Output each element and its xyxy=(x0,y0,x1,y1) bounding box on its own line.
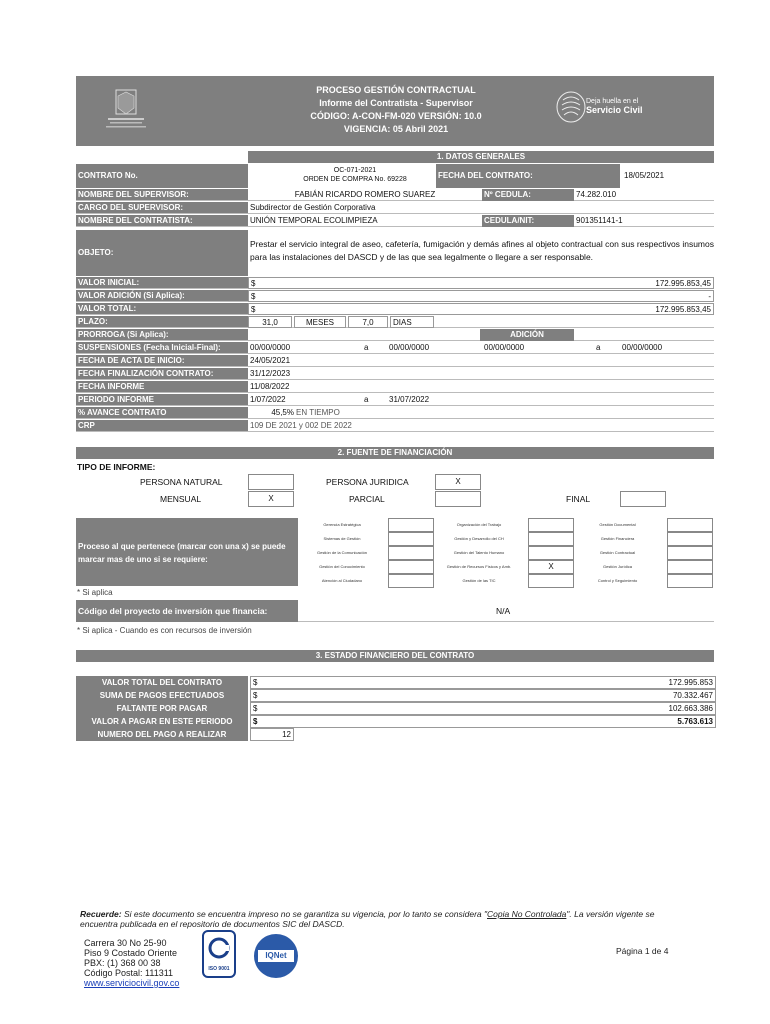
currency-symbol: $ xyxy=(253,691,258,700)
meses-label: MESES xyxy=(294,316,346,328)
valor-total-value: 172.995.853,45 xyxy=(655,305,711,314)
recuerde-tail: ". La versión vigente se encuentra publicada en el repositorio de documentos SIC del DASCD. xyxy=(80,909,655,929)
valor-total-label: VALOR TOTAL: xyxy=(76,303,248,314)
proceso-label-box xyxy=(76,518,298,586)
objeto-value: Prestar el servicio integral de aseo, cafetería, fumigación y demás afines al objeto contractual con sus respectivos insumos para las instalaciones del DASCD y de las que sea legalmente o llegare a ser responsable. xyxy=(250,239,714,262)
valor-adicion-currency: $ xyxy=(251,292,256,301)
contrato-label: CONTRATO No. xyxy=(76,164,248,188)
financial-row-value: 102.663.386 xyxy=(668,704,713,713)
process-label: Sistemas de Gestión xyxy=(323,536,361,541)
address-line-2: Piso 9 Costado Oriente xyxy=(84,948,178,958)
cedula-label: Nº CEDULA: xyxy=(482,189,574,201)
fecha-informe-value: 11/08/2022 xyxy=(250,382,290,391)
fecha-contrato-label: FECHA DEL CONTRATO: xyxy=(436,164,620,188)
recuerde-text: Si este documento se encuentra impreso no se garantiza su vigencia, por lo tanto se considera " xyxy=(121,909,487,919)
crp-label: CRP xyxy=(76,420,248,431)
financial-row-label: VALOR A PAGAR EN ESTE PERIODO xyxy=(76,715,248,728)
acta-inicio-label: FECHA DE ACTA DE INICIO: xyxy=(76,355,248,366)
process-checkbox[interactable] xyxy=(388,518,434,532)
process-checkbox[interactable] xyxy=(528,546,574,560)
process-checkbox[interactable] xyxy=(388,532,434,546)
mensual-checkbox[interactable]: X xyxy=(248,491,294,507)
process-label: Atención al Ciudadano xyxy=(321,578,363,583)
cedula-value: 74.282.010 xyxy=(576,190,617,199)
periodo-from: 1/07/2022 xyxy=(250,395,286,404)
persona-natural-checkbox[interactable] xyxy=(248,474,294,490)
parcial-label: PARCIAL xyxy=(349,494,385,504)
numero-pago-row xyxy=(76,728,716,741)
logo-name: Servicio Civil xyxy=(586,105,643,115)
process-label: Gestión y Desarrollo del CH xyxy=(454,536,504,541)
final-label: FINAL xyxy=(566,494,591,504)
process-label: Gestión del Talento Humano xyxy=(453,550,505,555)
numero-pago-value: 12 xyxy=(250,728,294,741)
codigo-proyecto-row xyxy=(76,600,714,622)
bogota-coat-of-arms-logo xyxy=(106,88,146,133)
section-3-title: 3. ESTADO FINANCIERO DEL CONTRATO xyxy=(76,650,714,662)
periodo-informe-label: PERIODO INFORME xyxy=(76,394,248,405)
valor-inicial-value: 172.995.853,45 xyxy=(655,279,711,288)
process-checkbox[interactable] xyxy=(528,574,574,588)
section-2-title: 2. FUENTE DE FINANCIACIÓN xyxy=(76,447,714,459)
proceso-label: Proceso al que pertenece (marcar con una x) se puede marcar mas de uno si se requiere: xyxy=(78,542,286,564)
plazo-meses-value: 31,0 xyxy=(248,316,292,328)
persona-natural-label: PERSONA NATURAL xyxy=(140,477,223,487)
persona-juridica-checkbox[interactable]: X xyxy=(435,474,481,490)
parcial-checkbox[interactable] xyxy=(435,491,481,507)
header-code: CÓDIGO: A-CON-FM-020 VERSIÓN: 10.0 xyxy=(310,111,482,121)
currency-symbol: $ xyxy=(253,704,258,713)
contratista-value: UNIÓN TEMPORAL ECOLIMPIEZA xyxy=(250,216,378,225)
plazo-dias-value: 7,0 xyxy=(348,316,388,328)
logo-tagline: Deja huella en el xyxy=(586,98,639,105)
financial-row-value-box xyxy=(250,676,716,689)
codigo-proyecto-value: N/A xyxy=(496,606,511,616)
persona-juridica-label: PERSONA JURIDICA xyxy=(326,477,409,487)
financial-row xyxy=(76,676,716,689)
adicion-a: a xyxy=(596,343,601,352)
copia-no-controlada: Copia No Controlada xyxy=(487,909,567,919)
valor-adicion-label: VALOR ADICIÓN (Si Aplica): xyxy=(76,290,248,301)
si-aplica-note: * Si aplica xyxy=(77,588,113,597)
suspension-from: 00/00/0000 xyxy=(250,343,291,352)
adicion-from: 00/00/0000 xyxy=(484,343,525,352)
financial-row-value-box xyxy=(250,715,716,728)
iso-certification-logo xyxy=(196,930,242,990)
process-label: Gerencia Estratégica xyxy=(323,522,361,527)
process-label: Control y Seguimiento xyxy=(597,578,638,583)
iqnet-label: IQNet xyxy=(258,950,294,962)
financial-row-value: 172.995.853 xyxy=(668,678,713,687)
process-label: Gestión de la Comunicación xyxy=(316,550,368,555)
finalizacion-label: FECHA FINALIZACIÓN CONTRATO: xyxy=(76,368,248,379)
recuerde-note xyxy=(80,909,692,929)
currency-symbol: $ xyxy=(253,717,258,726)
periodo-a: a xyxy=(364,395,369,404)
suspension-a: a xyxy=(364,343,369,352)
adicion-header: ADICIÓN xyxy=(480,329,574,341)
valor-inicial-label: VALOR INICIAL: xyxy=(76,277,248,288)
process-label: Gestión de Recursos Físicos y Amb. xyxy=(446,564,512,569)
fecha-contrato-value: 18/05/2021 xyxy=(624,171,665,180)
header-process-title: PROCESO GESTIÓN CONTRACTUAL xyxy=(316,85,476,95)
process-checkbox[interactable] xyxy=(388,560,434,574)
process-label: Gestión Contractual xyxy=(599,550,636,555)
suspension-to: 00/00/0000 xyxy=(389,343,430,352)
avance-status: EN TIEMPO xyxy=(296,408,340,417)
currency-symbol: $ xyxy=(253,678,258,687)
servicio-civil-logo xyxy=(554,90,654,124)
periodo-to: 31/07/2022 xyxy=(389,395,430,404)
objeto-label: OBJETO: xyxy=(76,230,248,276)
financial-row-label: VALOR TOTAL DEL CONTRATO xyxy=(76,676,248,689)
finalizacion-value: 31/12/2023 xyxy=(250,369,291,378)
mensual-label: MENSUAL xyxy=(160,494,202,504)
avance-label: % AVANCE CONTRATO xyxy=(76,407,248,418)
website-link[interactable]: www.serviciocivil.gov.co xyxy=(84,978,180,988)
nit-label: CEDULA/NIT: xyxy=(482,215,574,227)
process-label: Gestión Documental xyxy=(599,522,636,527)
nit-value: 901351141-1 xyxy=(576,216,623,225)
codigo-proyecto-label: Código del proyecto de inversión que financia: xyxy=(76,600,298,622)
orden-compra-number: ORDEN DE COMPRA No. 69228 xyxy=(303,176,407,183)
process-checkbox[interactable]: X xyxy=(528,560,574,574)
process-checkbox[interactable] xyxy=(667,532,713,546)
valor-adicion-value: - xyxy=(708,292,711,301)
financial-row xyxy=(76,702,716,715)
financial-row-value-box xyxy=(250,702,716,715)
adicion-to: 00/00/0000 xyxy=(622,343,663,352)
process-checkbox[interactable] xyxy=(667,546,713,560)
process-checkbox[interactable] xyxy=(667,574,713,588)
si-aplica-inversion-note: * Si aplica - Cuando es con recursos de inversión xyxy=(77,626,252,635)
valor-total-currency: $ xyxy=(251,305,256,314)
dias-label: DIAS xyxy=(390,316,434,328)
process-checkbox[interactable] xyxy=(667,560,713,574)
process-label: Gestión del Conocimiento xyxy=(319,564,365,569)
suspensiones-label: SUSPENSIONES (Fecha Inicial-Final): xyxy=(76,342,248,353)
process-label: Gestión Financiera xyxy=(600,536,635,541)
financial-row-value: 70.332.467 xyxy=(672,691,713,700)
acta-inicio-value: 24/05/2021 xyxy=(250,356,291,365)
contratista-label: NOMBRE DEL CONTRATISTA: xyxy=(76,215,248,226)
process-checkbox[interactable] xyxy=(388,546,434,560)
numero-pago-label: NUMERO DEL PAGO A REALIZAR xyxy=(76,728,248,741)
iqnet-certification-logo xyxy=(252,934,300,990)
cargo-value: Subdirector de Gestión Corporativa xyxy=(250,203,376,212)
avance-value: 45,5% xyxy=(271,408,294,417)
process-label: Gestión Jurídica xyxy=(603,564,632,569)
financial-row-label: SUMA DE PAGOS EFECTUADOS xyxy=(76,689,248,702)
process-checkbox[interactable] xyxy=(528,518,574,532)
process-label: Gestión de las TIC xyxy=(462,578,496,583)
financial-row-label: FALTANTE POR PAGAR xyxy=(76,702,248,715)
final-checkbox[interactable] xyxy=(620,491,666,507)
prorroga-label: PRORROGA (Si Aplica): xyxy=(76,329,248,340)
process-checkbox[interactable] xyxy=(667,518,713,532)
process-checkbox[interactable] xyxy=(388,574,434,588)
process-label: Organización del Trabajo xyxy=(456,522,502,527)
process-checkbox[interactable] xyxy=(528,532,574,546)
plazo-label: PLAZO: xyxy=(76,316,248,327)
financial-row-value: 5.763.613 xyxy=(677,717,713,726)
supervisor-value: FABIÁN RICARDO ROMERO SUAREZ xyxy=(294,190,436,199)
cargo-label: CARGO DEL SUPERVISOR: xyxy=(76,202,248,213)
recuerde-bold: Recuerde: xyxy=(80,909,122,919)
address-line-4: Código Postal: 111311 xyxy=(84,968,174,978)
tipo-informe-label: TIPO DE INFORME: xyxy=(77,462,156,472)
crp-value: 109 DE 2021 y 002 DE 2022 xyxy=(250,421,352,430)
supervisor-label: NOMBRE DEL SUPERVISOR: xyxy=(76,189,248,200)
financial-row xyxy=(76,715,716,728)
fecha-informe-label: FECHA INFORME xyxy=(76,381,248,392)
address-block xyxy=(84,938,179,988)
address-line-1: Carrera 30 No 25-90 xyxy=(84,938,167,948)
contrato-number: OC-071-2021 xyxy=(333,167,377,174)
iso-9001-label: ISO 9001 xyxy=(208,966,230,972)
financial-row xyxy=(76,689,716,702)
section-1-title: 1. DATOS GENERALES xyxy=(248,151,714,163)
page-number: Página 1 de 4 xyxy=(616,946,669,956)
document-header xyxy=(76,76,714,146)
valor-inicial-currency: $ xyxy=(251,279,256,288)
financial-row-value-box xyxy=(250,689,716,702)
header-validity: VIGENCIA: 05 Abril 2021 xyxy=(343,124,449,134)
header-report-title: Informe del Contratista - Supervisor xyxy=(319,98,473,108)
address-line-3: PBX: (1) 368 00 38 xyxy=(84,958,161,968)
